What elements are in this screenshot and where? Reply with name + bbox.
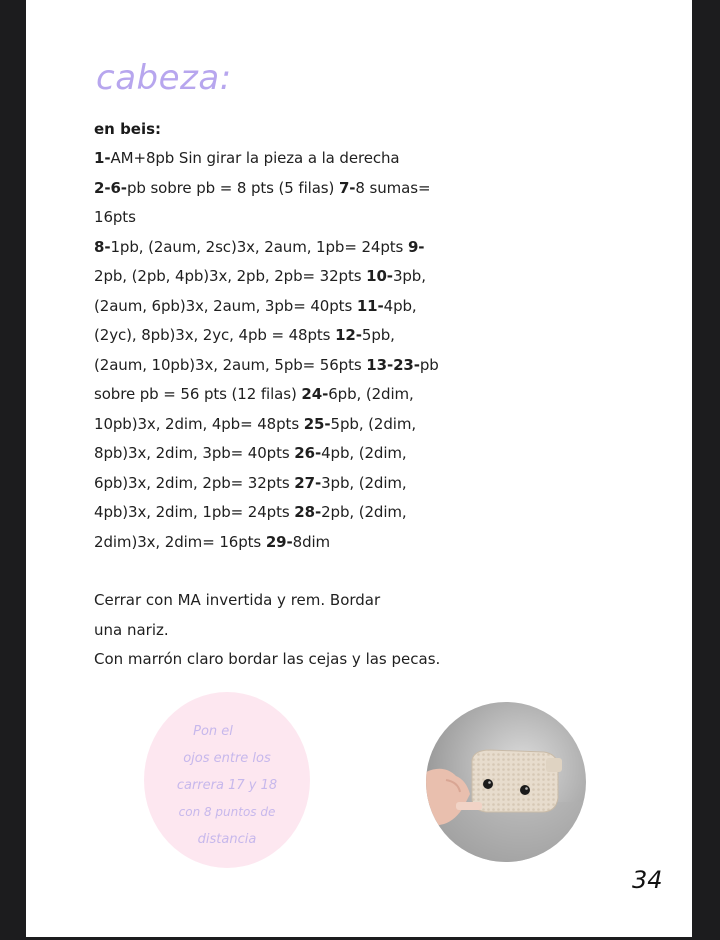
round-text: 5pb, (2dim, [330, 414, 417, 433]
instruction-line [94, 233, 474, 263]
eye-placement-note [144, 718, 310, 853]
round-number: 28- [294, 503, 322, 521]
round-text: (2aum, 6pb)3x, 2aum, 3pb= 40pts [94, 296, 357, 315]
round-text: 2dim)3x, 2dim= 16pts [94, 532, 266, 551]
round-text: 8 sumas= [355, 178, 431, 197]
round-number: 10- [366, 267, 393, 285]
closing-line-3: Con marrón claro bordar las cejas y las pecas. [94, 650, 441, 668]
round-number: 13-23- [366, 355, 420, 374]
round-text: pb sobre pb = 8 pts (5 filas) [126, 178, 339, 197]
instruction-line [94, 469, 474, 499]
round-text: 8dim [292, 532, 331, 551]
round-text: 4pb, (2dim, [321, 444, 407, 462]
round-number: 8- [94, 237, 111, 256]
instruction-line [94, 528, 474, 558]
round-text: 8pb)3x, 2dim, 3pb= 40pts [94, 444, 295, 462]
finishing-instructions [94, 586, 440, 675]
note-line-5: distancia [197, 832, 257, 847]
instruction-line [94, 144, 474, 174]
note-line-3: carrera 17 y 18 [176, 778, 278, 793]
instruction-rounds [94, 144, 474, 557]
instruction-line [94, 292, 474, 322]
instruction-line [94, 410, 474, 440]
instruction-line [94, 203, 474, 233]
instruction-line [94, 439, 474, 469]
round-text: 10pb)3x, 2dim, 4pb= 48pts [94, 414, 304, 433]
round-number: 27- [294, 473, 322, 492]
round-text: pb [419, 355, 439, 374]
round-number: 9- [407, 237, 425, 256]
round-text: 4pb, [383, 296, 417, 315]
round-text: 3pb, (2dim, [321, 473, 407, 492]
note-line-2: ojos entre los [183, 751, 271, 766]
round-text: (2yc), 8pb)3x, 2yc, 4pb = 48pts [94, 326, 336, 344]
round-number: 7- [338, 178, 356, 197]
round-text: (2aum, 10pb)3x, 2aum, 5pb= 56pts [94, 355, 367, 374]
pattern-page [26, 0, 692, 937]
crochet-head-image [426, 702, 586, 862]
note-line-4: con 8 puntos de [178, 805, 276, 819]
closing-line-2: una nariz. [94, 620, 169, 639]
note-line-1: Pon el [193, 724, 233, 739]
instruction-line [94, 351, 474, 381]
round-text: 2pb, (2pb, 4pb)3x, 2pb, 2pb= 32pts [94, 267, 367, 285]
round-number: 29- [265, 532, 293, 551]
instruction-line [94, 262, 474, 292]
round-text: 2pb, (2dim, [321, 503, 407, 521]
instruction-line [94, 321, 474, 351]
closing-line-1: Cerrar con MA invertida y rem. Bordar [94, 591, 381, 609]
round-number: 1- [94, 149, 111, 167]
round-text: 6pb, (2dim, [328, 385, 414, 403]
color-label: en beis: [94, 120, 162, 138]
instruction-line [94, 174, 474, 204]
round-text: 1pb, (2aum, 2sc)3x, 2aum, 1pb= 24pts [110, 237, 408, 256]
round-text: 3pb, [392, 267, 426, 285]
section-title: cabeza: [96, 58, 232, 98]
instruction-line [94, 498, 474, 528]
round-number: 24- [301, 385, 329, 403]
round-text: 5pb, [361, 326, 395, 344]
round-number: 12- [335, 326, 362, 344]
round-text: 6pb)3x, 2dim, 2pb= 32pts [94, 473, 295, 492]
round-number: 26- [294, 444, 322, 462]
round-number: 11- [356, 296, 384, 315]
round-text: 4pb)3x, 2dim, 1pb= 24pts [94, 503, 295, 521]
round-text: AM+8pb Sin girar la pieza a la derecha [110, 149, 400, 167]
instruction-line [94, 380, 474, 410]
round-text: 16pts [94, 208, 136, 226]
round-number: 2-6- [94, 178, 127, 197]
page-number: 34 [632, 866, 663, 894]
round-number: 25- [303, 414, 331, 433]
amigurumi-head-photo [426, 702, 586, 862]
round-text: sobre pb = 56 pts (12 filas) [94, 385, 302, 403]
